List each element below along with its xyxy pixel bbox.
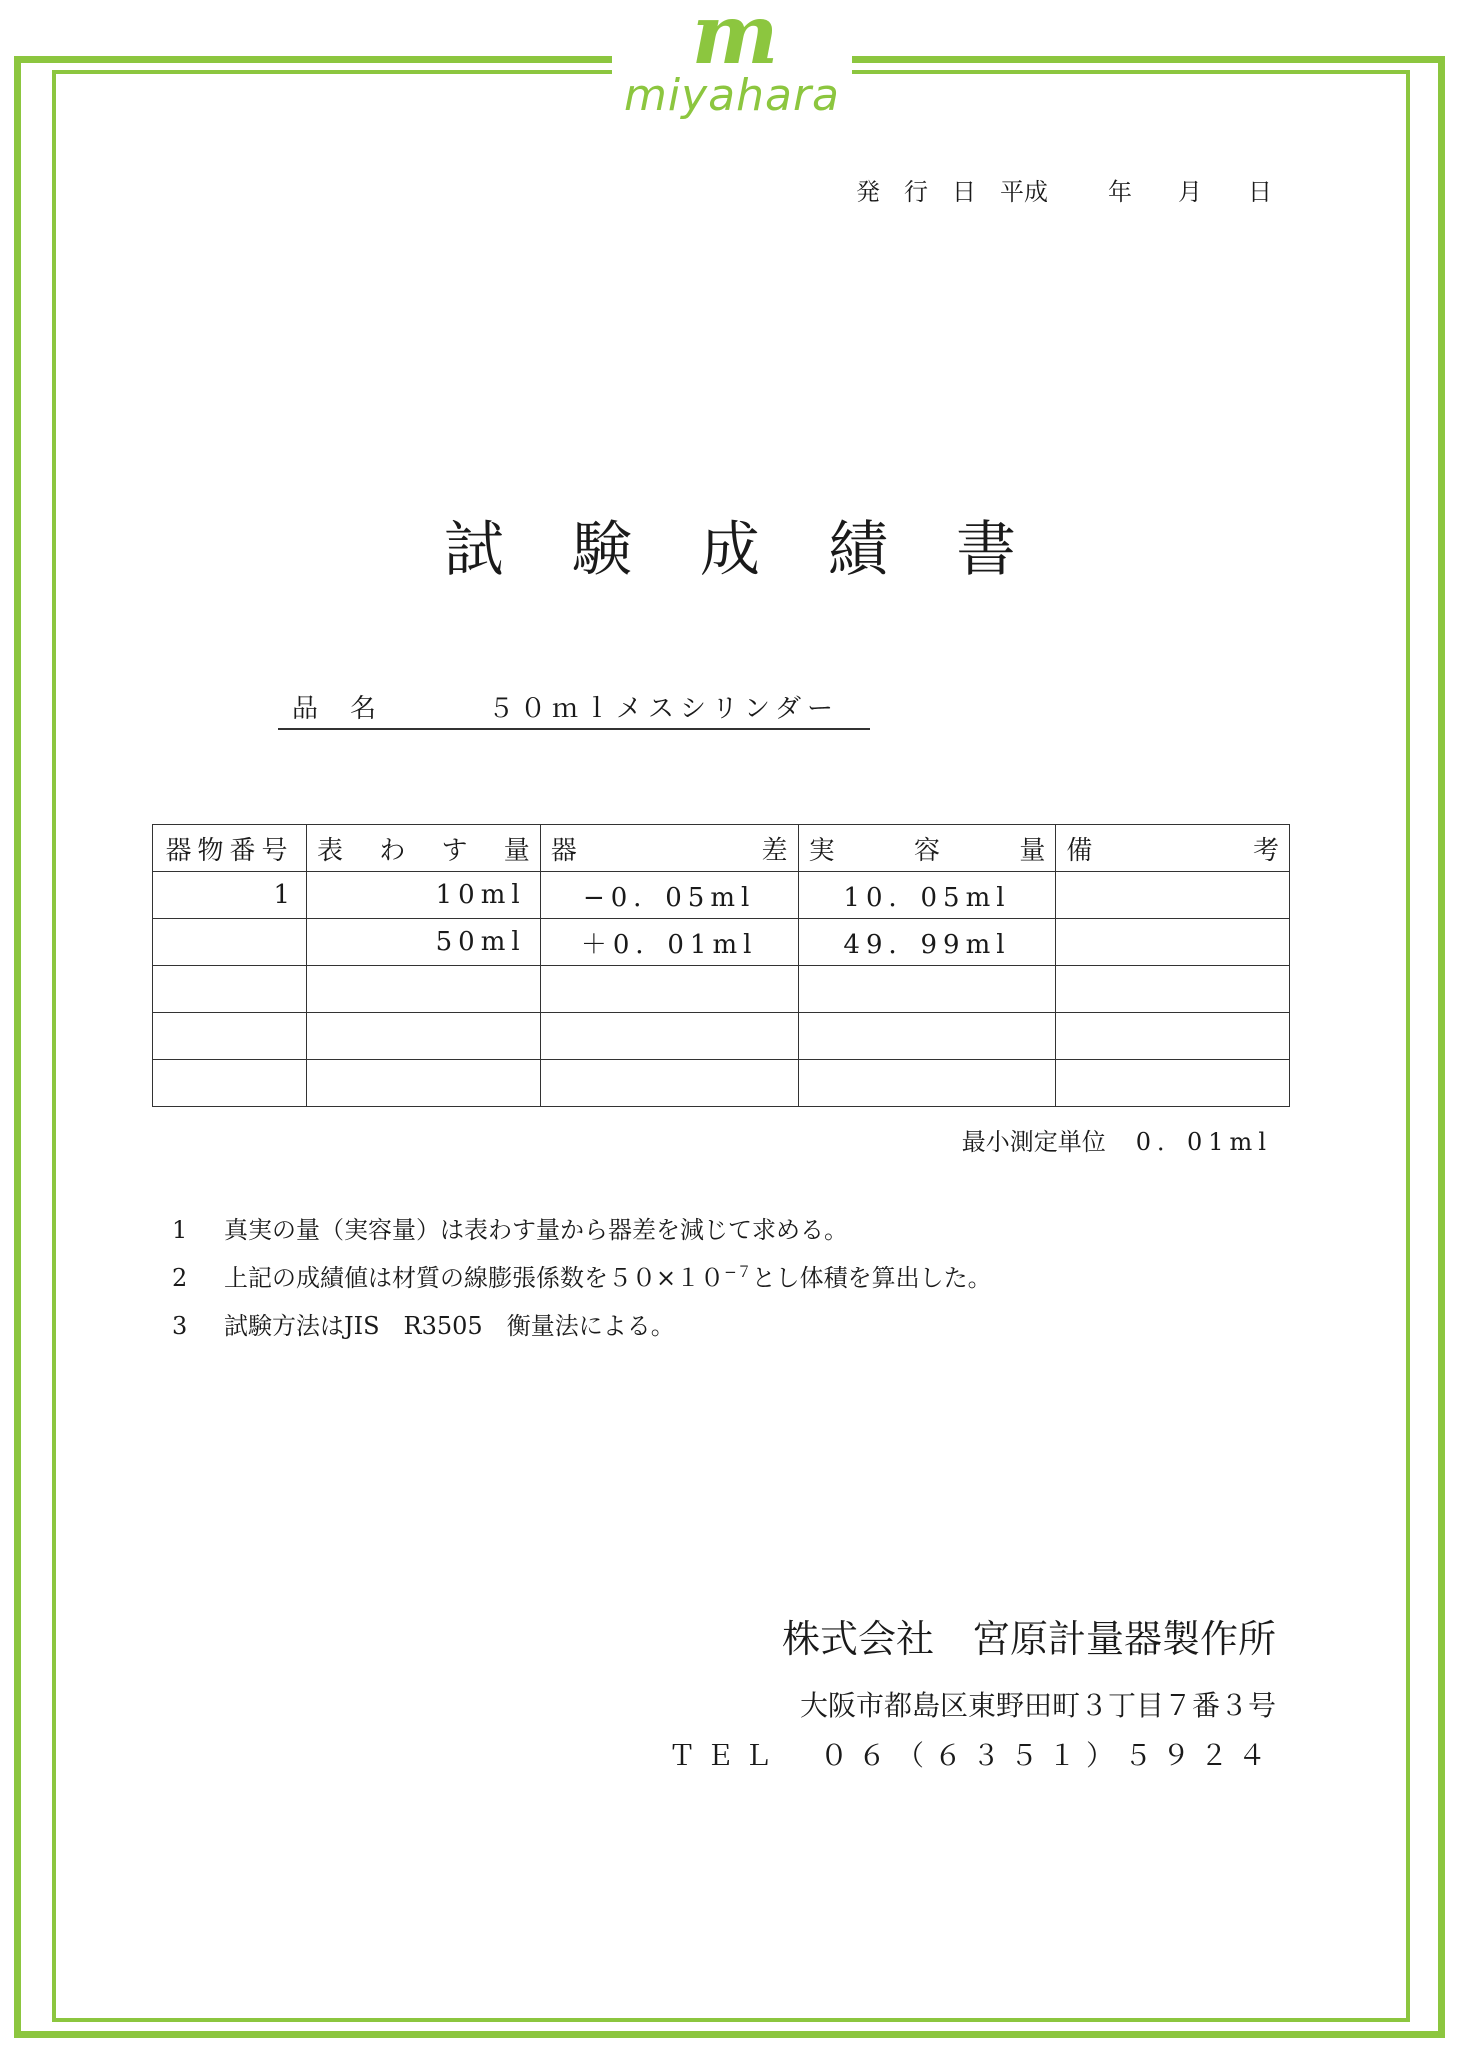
product-name-line [278, 682, 870, 730]
cell-actual [798, 1060, 1056, 1107]
brand-name: miyahara [624, 70, 840, 121]
document-title: 試験成績書 [444, 515, 1084, 585]
issue-date-part: 発 [856, 178, 880, 206]
header-nominal-char: す [441, 835, 468, 866]
header-remarks [1056, 825, 1290, 872]
table-row [153, 919, 1290, 966]
table-row [153, 1060, 1290, 1107]
note-item [172, 1210, 992, 1258]
cell-nominal [306, 1060, 540, 1107]
header-nominal-char: わ [379, 835, 406, 866]
cell-number [153, 919, 307, 966]
table-header-row [153, 825, 1290, 872]
cell-actual [798, 966, 1056, 1013]
results-table [152, 824, 1290, 1107]
header-nominal [306, 825, 540, 872]
header-actual [798, 825, 1056, 872]
brand-logo [612, 0, 852, 135]
header-deviation [540, 825, 798, 872]
header-actual-char: 実 [808, 835, 835, 866]
note-text: とし体積を算出した。 [751, 1264, 992, 1292]
min-unit-value: 0．01ml [1135, 1128, 1272, 1156]
header-actual-char: 量 [1019, 835, 1046, 866]
cell-nominal [306, 966, 540, 1013]
note-number: 1 [172, 1216, 188, 1244]
min-unit-label: 最小測定単位 [961, 1128, 1106, 1156]
cell-actual: 10．05ml [798, 872, 1056, 919]
table-row [153, 1013, 1290, 1060]
note-superscript: −７ [724, 1263, 752, 1281]
cell-number [153, 1060, 307, 1107]
cell-remarks [1056, 1013, 1290, 1060]
header-remarks-char: 考 [1252, 835, 1279, 866]
table-row [153, 872, 1290, 919]
note-text: 上記の成績値は材質の線膨張係数を５０×１０ [224, 1264, 725, 1292]
cell-nominal: 10ml [306, 872, 540, 919]
header-deviation-char: 差 [761, 835, 788, 866]
product-label: 品名 [292, 694, 409, 724]
product-value: ５０ｍｌメスシリンダー [488, 694, 839, 724]
issue-date-part: 月 [1178, 178, 1202, 206]
issue-date-part: 日 [1248, 178, 1272, 206]
company-tel: ＴＥＬ ０６（６３５１）５９２４ [667, 1739, 1276, 1772]
cell-deviation [540, 1013, 798, 1060]
cell-remarks [1056, 966, 1290, 1013]
header-nominal-char: 表 [316, 835, 343, 866]
cell-deviation: −0．05ml [540, 872, 798, 919]
cell-actual: 49．99ml [798, 919, 1056, 966]
notes-list [172, 1210, 992, 1354]
header-remarks-char: 備 [1066, 835, 1093, 866]
company-name: 株式会社 宮原計量器製作所 [781, 1617, 1276, 1661]
note-number: 2 [172, 1264, 188, 1292]
cell-nominal [306, 1013, 540, 1060]
cell-number: 1 [153, 872, 307, 919]
min-measurement-unit [962, 1122, 1272, 1157]
note-text: 試験方法はJIS R3505 衡量法による。 [224, 1312, 675, 1340]
cell-deviation: ＋0．01ml [540, 919, 798, 966]
header-actual-char: 容 [913, 835, 940, 866]
issue-date-part: 行 [904, 178, 928, 206]
issue-date-part: 平成 [1000, 178, 1048, 206]
cell-number [153, 1013, 307, 1060]
cell-deviation [540, 1060, 798, 1107]
brand-mark: m [691, 0, 773, 83]
note-text: 真実の量（実容量）は表わす量から器差を減じて求める。 [224, 1216, 848, 1244]
company-address: 大阪市都島区東野田町３丁目７番３号 [799, 1689, 1276, 1722]
issue-date [856, 172, 1272, 207]
header-number-text: 器物番号 [165, 835, 294, 866]
cell-remarks [1056, 919, 1290, 966]
cell-actual [798, 1013, 1056, 1060]
cell-number [153, 966, 307, 1013]
note-item [172, 1258, 992, 1306]
header-nominal-char: 量 [503, 835, 530, 866]
table-row [153, 966, 1290, 1013]
note-item [172, 1306, 992, 1354]
header-instrument-number [153, 825, 307, 872]
cell-remarks [1056, 1060, 1290, 1107]
cell-deviation [540, 966, 798, 1013]
cell-nominal: 50ml [306, 919, 540, 966]
issue-date-part: 日 [952, 178, 976, 206]
cell-remarks [1056, 872, 1290, 919]
header-deviation-char: 器 [550, 835, 577, 866]
issue-date-part: 年 [1108, 178, 1132, 206]
note-number: 3 [172, 1312, 188, 1340]
